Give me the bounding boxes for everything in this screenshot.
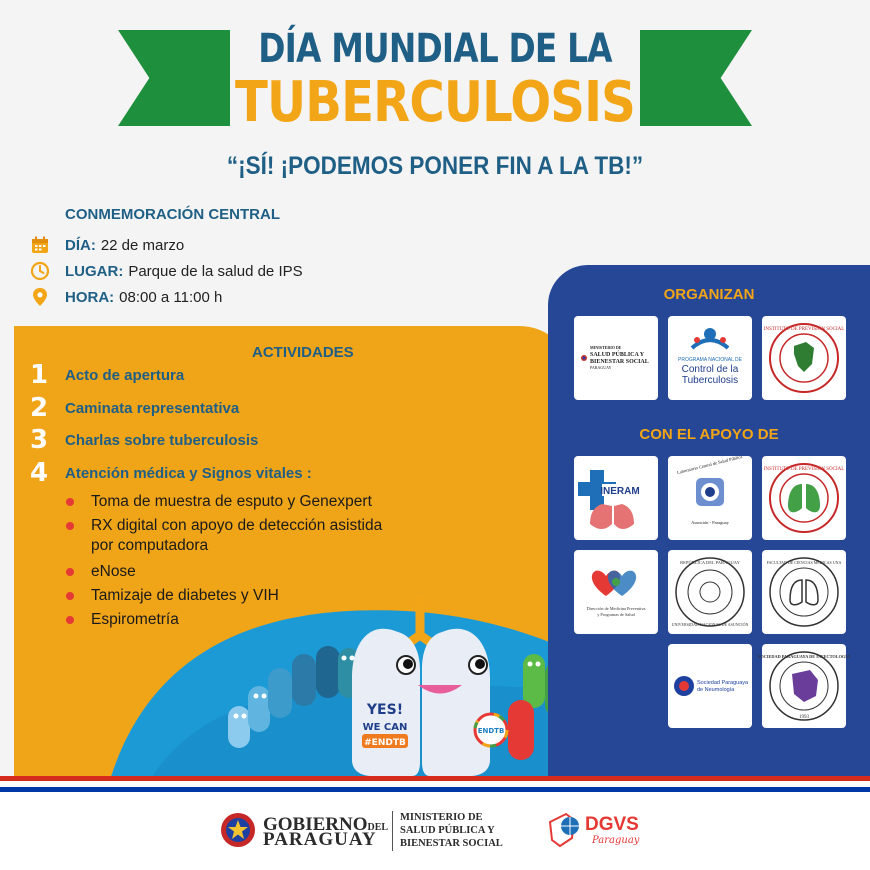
logo-ips bbox=[762, 316, 846, 400]
svg-text:#ENDTB: #ENDTB bbox=[364, 738, 406, 748]
logo-fcm-una bbox=[762, 550, 846, 634]
clock-icon bbox=[30, 261, 50, 281]
title-line-1: DÍA MUNDIAL DE LA bbox=[258, 26, 612, 72]
ministry-line1: MINISTERIO DE bbox=[400, 812, 483, 823]
info-row-place bbox=[30, 260, 303, 282]
activity-text: Charlas sobre tuberculosis bbox=[65, 431, 259, 449]
svg-text:Control de la: Control de la bbox=[681, 364, 739, 375]
svg-text:PROGRAMA NACIONAL DE: PROGRAMA NACIONAL DE bbox=[678, 357, 742, 363]
ministry-line3: BIENESTAR SOCIAL bbox=[400, 838, 503, 849]
activity-number: 2 bbox=[30, 393, 49, 423]
paraguay-seal-icon bbox=[218, 810, 258, 850]
svg-text:UNIVERSIDAD NACIONAL DE ASUNCI: UNIVERSIDAD NACIONAL DE ASUNCIÓN bbox=[671, 622, 749, 627]
place-value: Parque de la salud de IPS bbox=[128, 262, 303, 280]
info-row-day bbox=[30, 234, 184, 256]
logo-pnct bbox=[668, 316, 752, 400]
ministry-line2: SALUD PÚBLICA Y bbox=[400, 825, 495, 836]
svg-text:Laboratorio Central de Salud P: Laboratorio Central de Salud Pública bbox=[676, 454, 743, 476]
logo-lcsp bbox=[668, 456, 752, 540]
yes-we-can-sign bbox=[362, 702, 408, 748]
logo-mspbs bbox=[574, 316, 658, 400]
logo-spn bbox=[668, 644, 752, 728]
calendar-icon bbox=[30, 235, 50, 255]
sub-activity bbox=[66, 516, 382, 556]
lungs-illustration bbox=[0, 590, 570, 780]
supporters-heading: CON EL APOYO DE bbox=[639, 426, 779, 443]
svg-text:PARAGUAY: PARAGUAY bbox=[590, 365, 612, 370]
title-line-2: TUBERCULOSIS bbox=[235, 70, 635, 135]
activity-item bbox=[30, 362, 184, 388]
svg-text:Asunción - Paraguay: Asunción - Paraguay bbox=[691, 520, 729, 525]
bullet-dot bbox=[66, 498, 74, 506]
logo-una bbox=[668, 550, 752, 634]
sub-activity-text: Tamizaje de diabetes y VIH bbox=[91, 587, 279, 604]
svg-text:ENDTB: ENDTB bbox=[477, 727, 505, 735]
dgvs-logo-text: DGVS bbox=[585, 814, 639, 835]
logo-ips-neumologia bbox=[762, 456, 846, 540]
day-label: DÍA: bbox=[65, 236, 96, 254]
svg-text:YES!: YES! bbox=[366, 702, 404, 718]
gobierno-line2: PARAGUAY bbox=[263, 829, 377, 850]
svg-text:de Neumología: de Neumología bbox=[697, 687, 735, 693]
logo-dmpps bbox=[574, 550, 658, 634]
event-heading: CONMEMORACIÓN CENTRAL bbox=[65, 206, 280, 223]
gobierno-line1: GOBIERNODEL bbox=[263, 814, 389, 835]
svg-text:Dirección de Medicina Preventi: Dirección de Medicina Preventiva bbox=[586, 606, 646, 611]
footer-divider bbox=[392, 811, 393, 851]
endtb-badge-icon bbox=[475, 714, 507, 746]
svg-text:INERAM: INERAM bbox=[600, 486, 640, 497]
activity-number: 1 bbox=[30, 360, 49, 390]
svg-text:BIENESTAR SOCIAL: BIENESTAR SOCIAL bbox=[590, 359, 649, 365]
organizers-heading: ORGANIZAN bbox=[663, 286, 755, 303]
dgvs-globe-icon bbox=[544, 808, 586, 850]
logo-ineram bbox=[574, 456, 658, 540]
sub-activity-text: Toma de muestra de esputo y Genexpert bbox=[91, 493, 372, 510]
dgvs-logo-sub: Paraguay bbox=[592, 835, 640, 846]
bullet-dot bbox=[66, 522, 74, 530]
svg-text:Tuberculosis: Tuberculosis bbox=[681, 375, 739, 386]
logo-spi bbox=[757, 644, 851, 728]
activity-text: Acto de apertura bbox=[65, 366, 185, 384]
sub-activity-text: RX digital con apoyo de detección asistida por computadora bbox=[91, 517, 383, 554]
svg-text:INSTITUTO DE PREVISIÓN SOCIAL: INSTITUTO DE PREVISIÓN SOCIAL bbox=[763, 467, 845, 472]
svg-text:MINISTERIO DE: MINISTERIO DE bbox=[590, 345, 622, 350]
time-value: 08:00 a 11:00 h bbox=[119, 288, 223, 306]
activity-number: 4 bbox=[30, 458, 49, 488]
activities-heading: ACTIVIDADES bbox=[252, 344, 354, 361]
activity-item bbox=[30, 395, 239, 421]
svg-text:SOCIEDAD PARAGUAYA DE INFECTOL: SOCIEDAD PARAGUAYA DE INFECTOLOGÍA bbox=[757, 654, 851, 659]
svg-text:WE CAN: WE CAN bbox=[362, 722, 408, 733]
sub-activity-text: Espirometría bbox=[91, 611, 179, 628]
time-label: HORA: bbox=[65, 288, 115, 306]
place-label: LUGAR: bbox=[65, 262, 124, 280]
activity-text: Caminata representativa bbox=[65, 399, 240, 417]
slogan: “¡SÍ! ¡PODEMOS PONER FIN A LA TB!” bbox=[226, 152, 644, 180]
sub-activity bbox=[66, 492, 372, 512]
svg-text:1993: 1993 bbox=[799, 715, 809, 720]
svg-text:y Programas de Salud: y Programas de Salud bbox=[597, 612, 635, 617]
svg-text:Sociedad Paraguaya: Sociedad Paraguaya bbox=[697, 680, 749, 686]
activity-item bbox=[30, 427, 258, 453]
sub-activity-text: eNose bbox=[91, 563, 136, 580]
day-value: 22 de marzo bbox=[100, 236, 185, 254]
activity-item bbox=[30, 460, 312, 486]
svg-text:INSTITUTO DE PREVISIÓN SOCIAL: INSTITUTO DE PREVISIÓN SOCIAL bbox=[763, 327, 845, 332]
activity-text: Atención médica y Signos vitales : bbox=[65, 464, 312, 482]
sub-activity bbox=[66, 562, 136, 582]
bullet-dot bbox=[66, 568, 74, 576]
info-row-time bbox=[30, 286, 222, 308]
location-pin-icon bbox=[30, 287, 50, 307]
svg-text:REPÚBLICA DEL PARAGUAY: REPÚBLICA DEL PARAGUAY bbox=[680, 560, 740, 565]
svg-text:FACULTAD DE CIENCIAS MÉDICAS U: FACULTAD DE CIENCIAS MÉDICAS UNA bbox=[766, 560, 842, 565]
svg-text:SALUD PÚBLICA Y: SALUD PÚBLICA Y bbox=[590, 352, 645, 358]
activity-number: 3 bbox=[30, 425, 49, 455]
